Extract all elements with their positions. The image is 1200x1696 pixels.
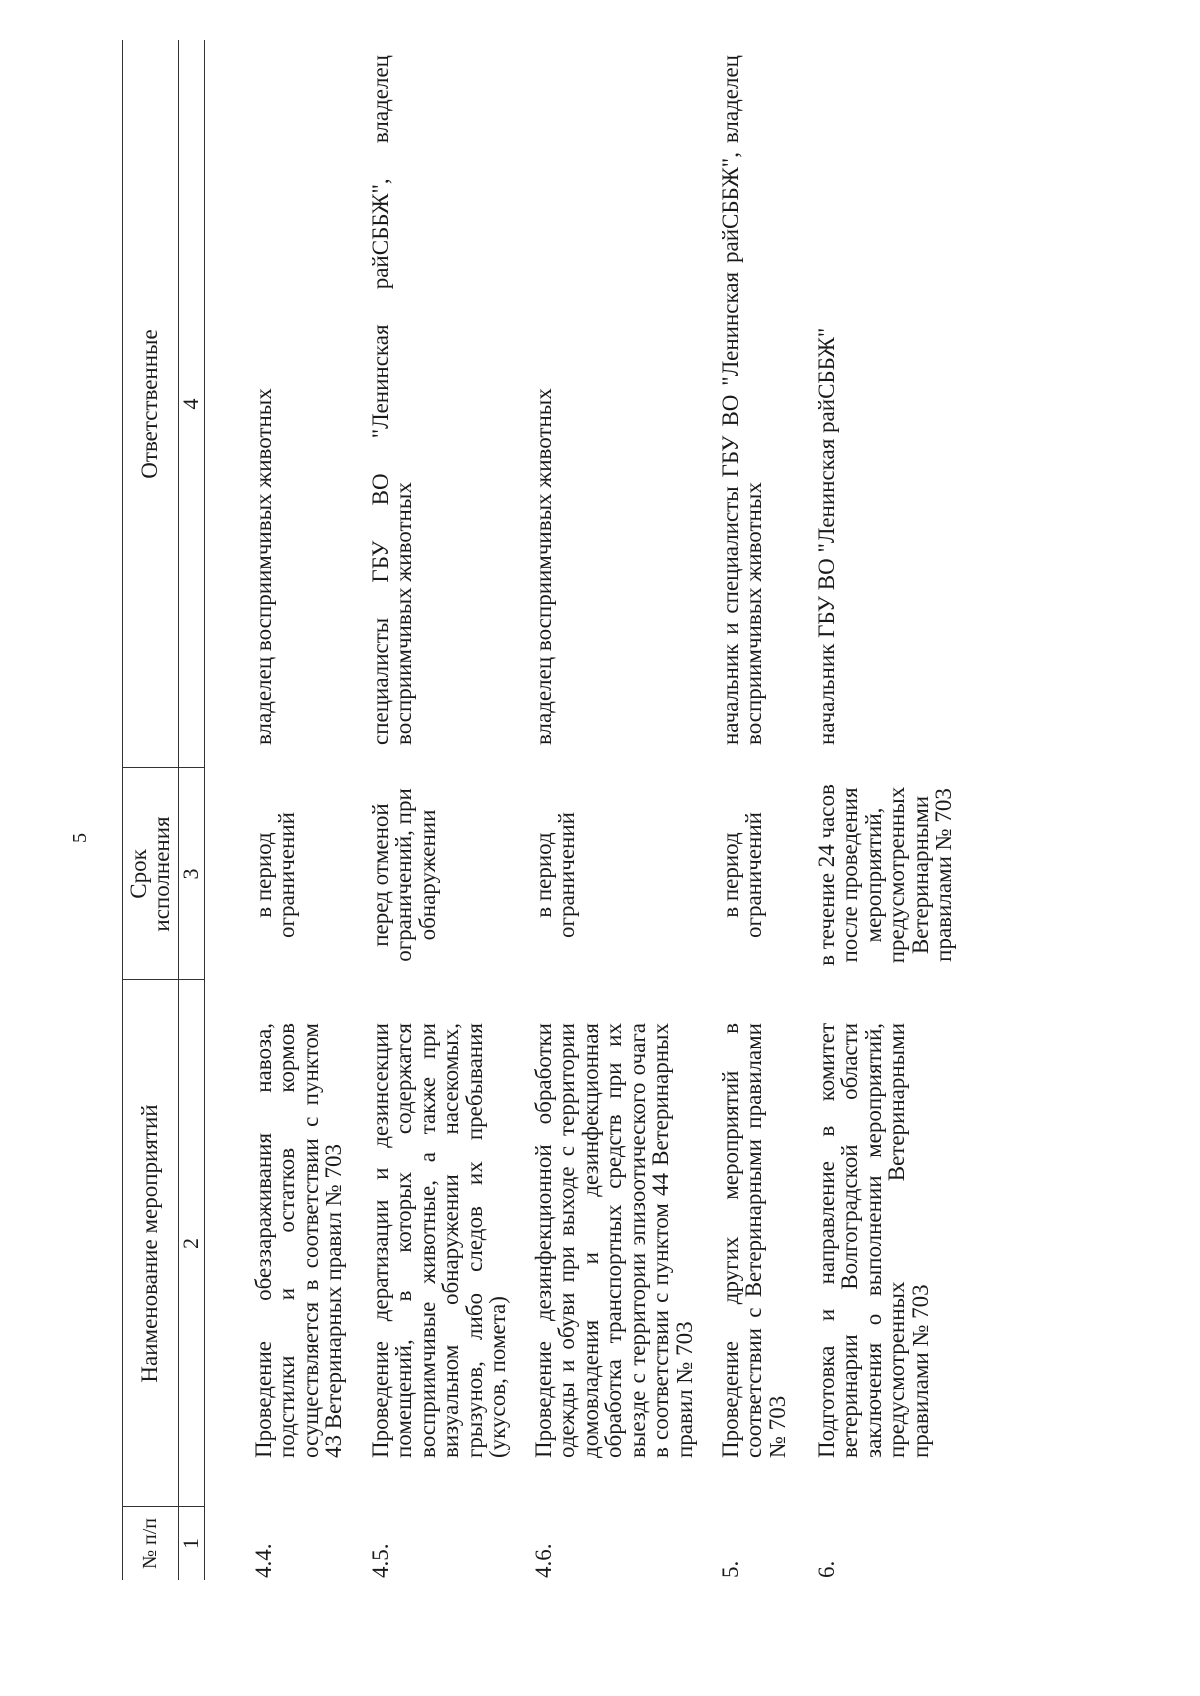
header-responsible: Ответственные (137, 329, 163, 479)
column-number: 3 (178, 868, 203, 880)
row-number: 4.4. (251, 1543, 276, 1578)
header-bottom-border (204, 40, 205, 1580)
row-term: перед отменой ограничений, при обнаружении (368, 788, 440, 962)
table-header (122, 40, 204, 1580)
row-number: 5. (718, 1560, 743, 1578)
row-responsible: владелец восприимчивых животных (531, 388, 556, 745)
row-name: Проведение дезинфекционной обработки одежды и обуви при выходе с территории домовладения и дезинфекционная обработка транспортных средств при их выезде с территории эпизоотического очага в соответствии с пунктом 44 Ветеринарных правил № 703 (531, 1023, 697, 1458)
row-name: Проведение других мероприятий в соответствии с Ветеринарными правилами № 703 (718, 1023, 790, 1458)
column-number: 4 (178, 398, 203, 410)
rotated-table (122, 40, 1032, 1580)
row-number: 6. (814, 1560, 839, 1578)
row-responsible: начальник ГБУ ВО "Ленинская райСББЖ" (814, 327, 839, 745)
row-term: в период ограничений (531, 812, 580, 938)
header-term: Срок исполнения (125, 816, 174, 932)
row-name: Проведение обеззараживания навоза, подстилки и остатков кормов осуществляется в соответствии с пунктом 43 Ветеринарных правил № 703 (251, 1023, 347, 1458)
row-name: Проведение дератизации и дезинсекции помещений, в которых содержатся восприимчивые животные, а также при визуальном обнаружении насекомых, грызунов, либо следов их пребывания (укусов, помета) (368, 1023, 511, 1458)
header-name: Наименование мероприятий (137, 1104, 163, 1383)
row-term: в период ограничений (251, 812, 300, 938)
header-num: № п/п (138, 1517, 161, 1570)
row-term: в течение 24 часов после проведения мероприятий, предусмотренных Ветеринарными правилами № 703 (814, 784, 957, 966)
page-number: 5 (69, 833, 91, 843)
row-responsible: начальник и специалисты ГБУ ВО "Ленинская райСББЖ", владелец восприимчивых животных (718, 55, 767, 745)
row-number: 4.6. (531, 1543, 556, 1578)
row-number: 4.5. (368, 1543, 393, 1578)
row-name: Подготовка и направление в комитет ветеринарии Волгоградской области заключения о выполнении мероприятий, предусмотренных Ветеринарными правилами № 703 (814, 1023, 933, 1458)
row-responsible: специалисты ГБУ ВО "Ленинская райСББЖ", владелец восприимчивых животных (368, 55, 417, 745)
column-number: 2 (178, 1238, 203, 1249)
row-responsible: владелец восприимчивых животных (251, 388, 276, 745)
header-divider (178, 40, 179, 1580)
row-term: в период ограничений (718, 812, 767, 938)
column-number: 1 (178, 1538, 203, 1549)
